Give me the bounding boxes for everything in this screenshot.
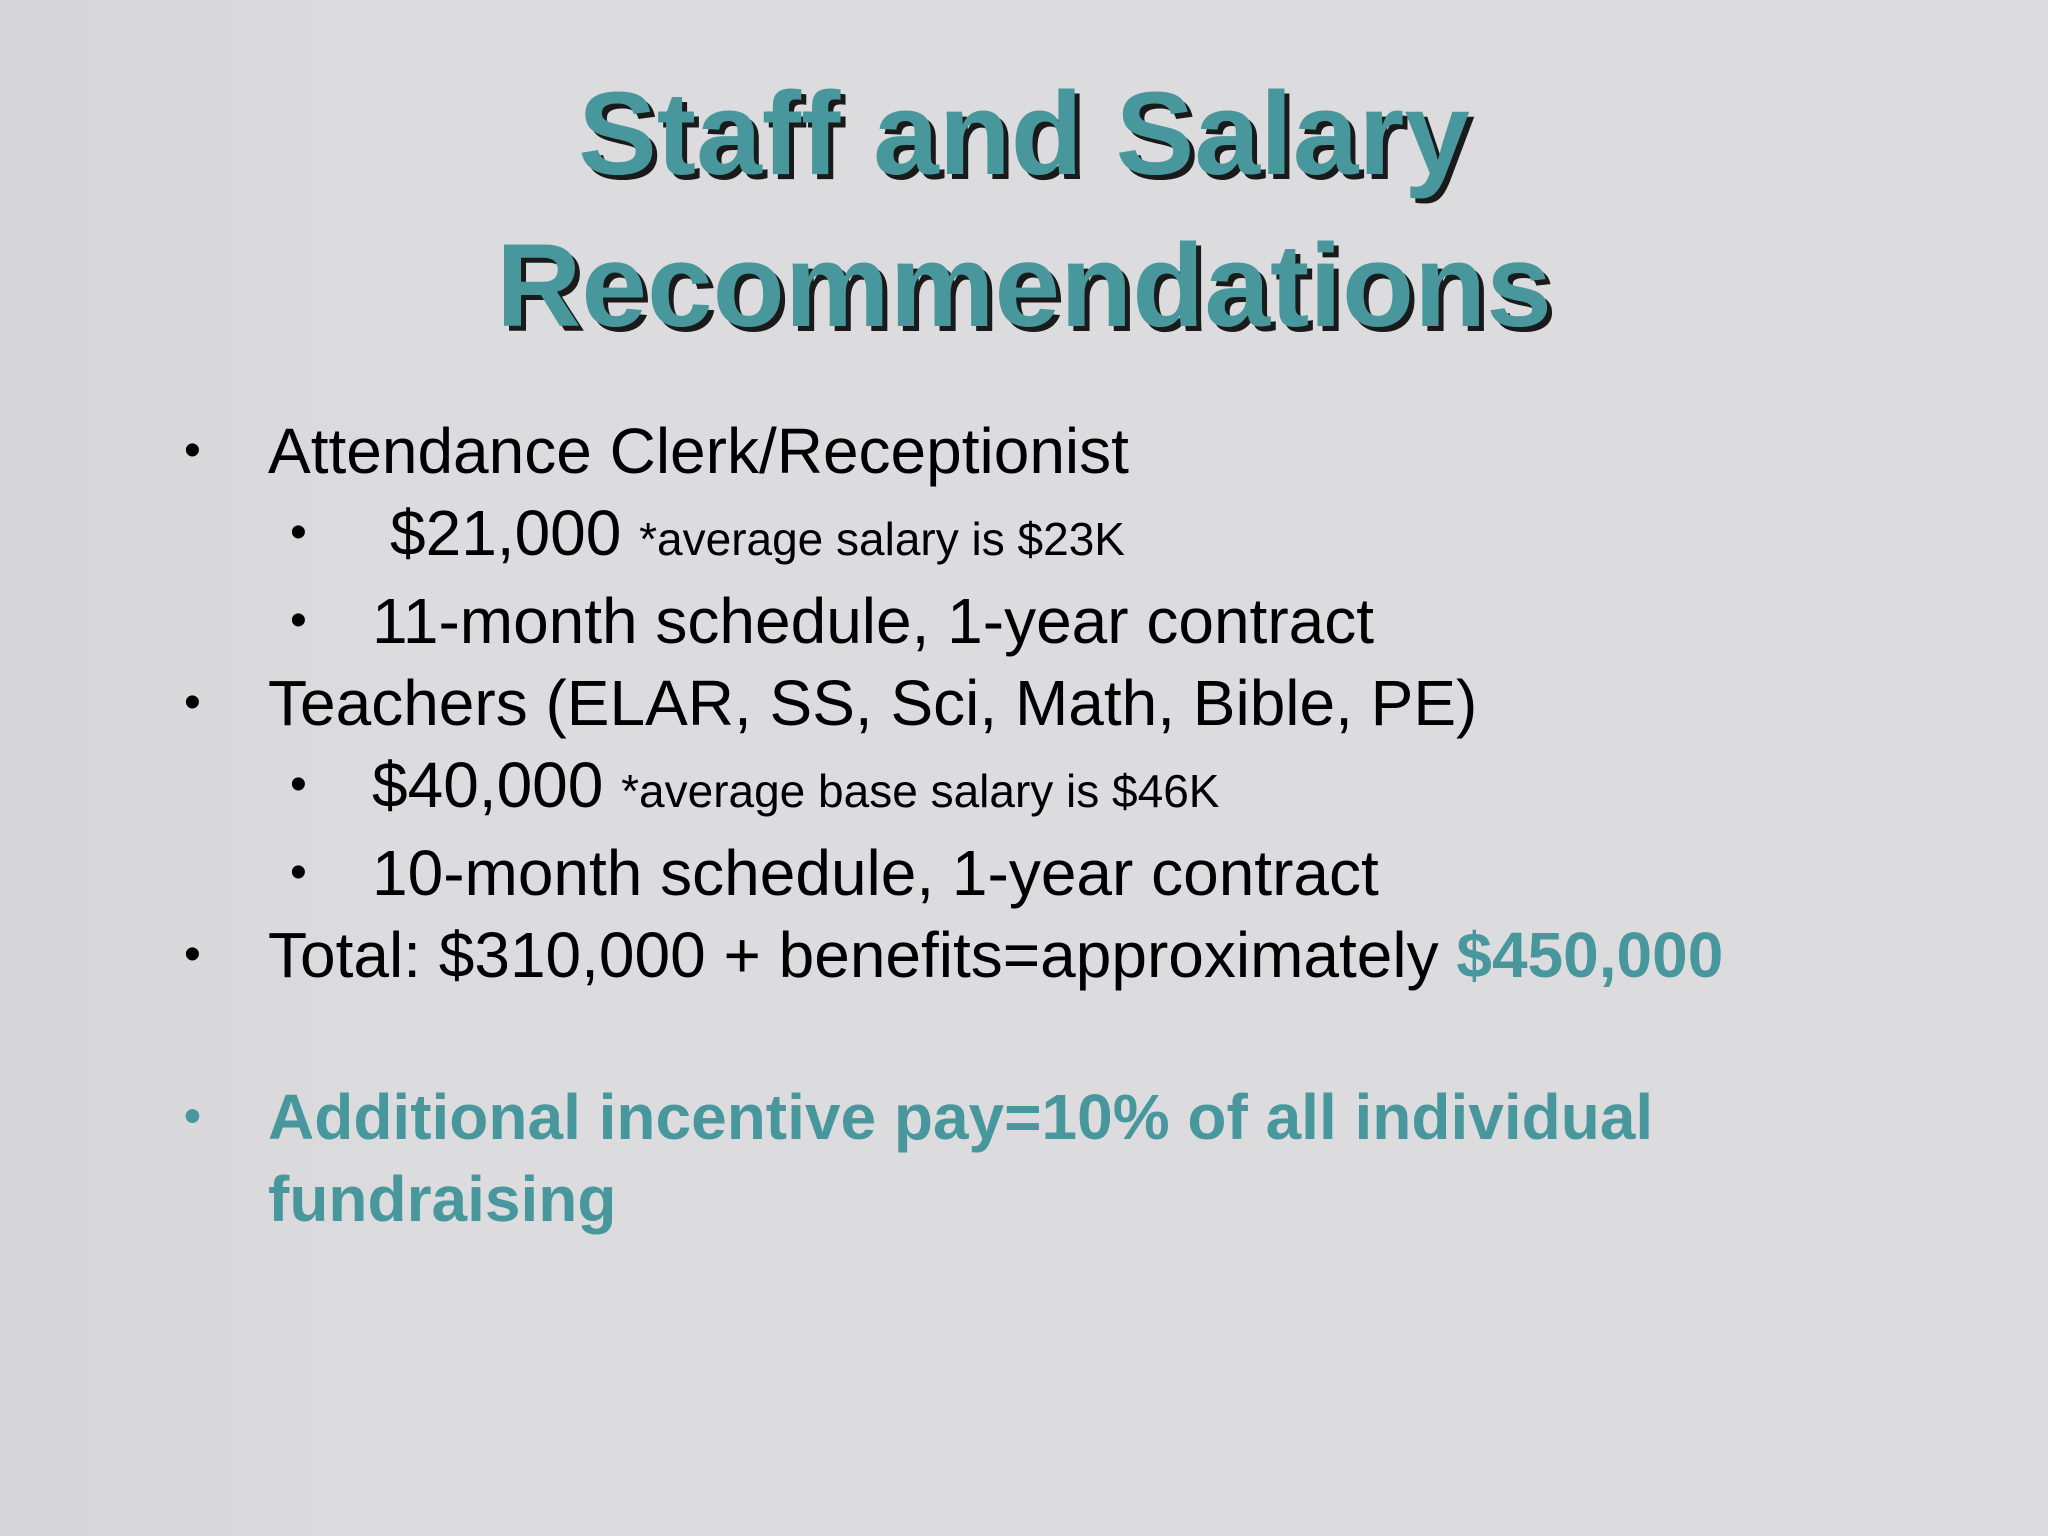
- clerk-salary-note: *average salary is $23K: [639, 513, 1125, 565]
- bullet-icon: •: [290, 506, 307, 559]
- list-item-teachers: [184, 662, 1970, 744]
- incentive-text: Additional incentive pay=10% of all individual fundraising: [268, 1081, 1654, 1235]
- total-value: $450,000: [1456, 919, 1724, 991]
- teacher-schedule: 10-month schedule, 1-year contract: [372, 837, 1379, 909]
- list-item-incentive: [184, 1076, 1968, 1240]
- bullet-icon: •: [184, 1090, 201, 1143]
- teachers-label: Teachers (ELAR, SS, Sci, Math, Bible, PE): [268, 667, 1478, 739]
- bullet-icon: •: [184, 424, 201, 477]
- list-item-total: [184, 914, 1970, 996]
- spacer: [190, 996, 1970, 1076]
- list-item-clerk: [184, 410, 1970, 492]
- list-item-teacher-schedule: [190, 832, 1970, 914]
- title-line-1: Staff and Salary: [578, 68, 1470, 200]
- bullet-icon: •: [290, 846, 307, 899]
- teacher-salary: $40,000: [372, 749, 604, 821]
- teacher-salary-note: *average base salary is $46K: [621, 765, 1220, 817]
- bullet-list: [184, 410, 1970, 1240]
- bullet-icon: •: [184, 676, 201, 729]
- slide-title: [0, 58, 2048, 362]
- list-item-clerk-schedule: [190, 580, 1970, 662]
- bullet-icon: •: [184, 928, 201, 981]
- bullet-icon: •: [290, 758, 307, 811]
- title-line-2: Recommendations: [496, 220, 1552, 352]
- bullet-icon: •: [290, 594, 307, 647]
- total-label: Total: $310,000 + benefits=approximately: [268, 919, 1439, 991]
- clerk-salary: $21,000: [390, 497, 622, 569]
- clerk-label: Attendance Clerk/Receptionist: [268, 415, 1129, 487]
- clerk-schedule: 11-month schedule, 1-year contract: [372, 585, 1374, 657]
- list-item-teacher-salary: [190, 744, 1970, 832]
- list-item-clerk-salary: [190, 492, 1970, 580]
